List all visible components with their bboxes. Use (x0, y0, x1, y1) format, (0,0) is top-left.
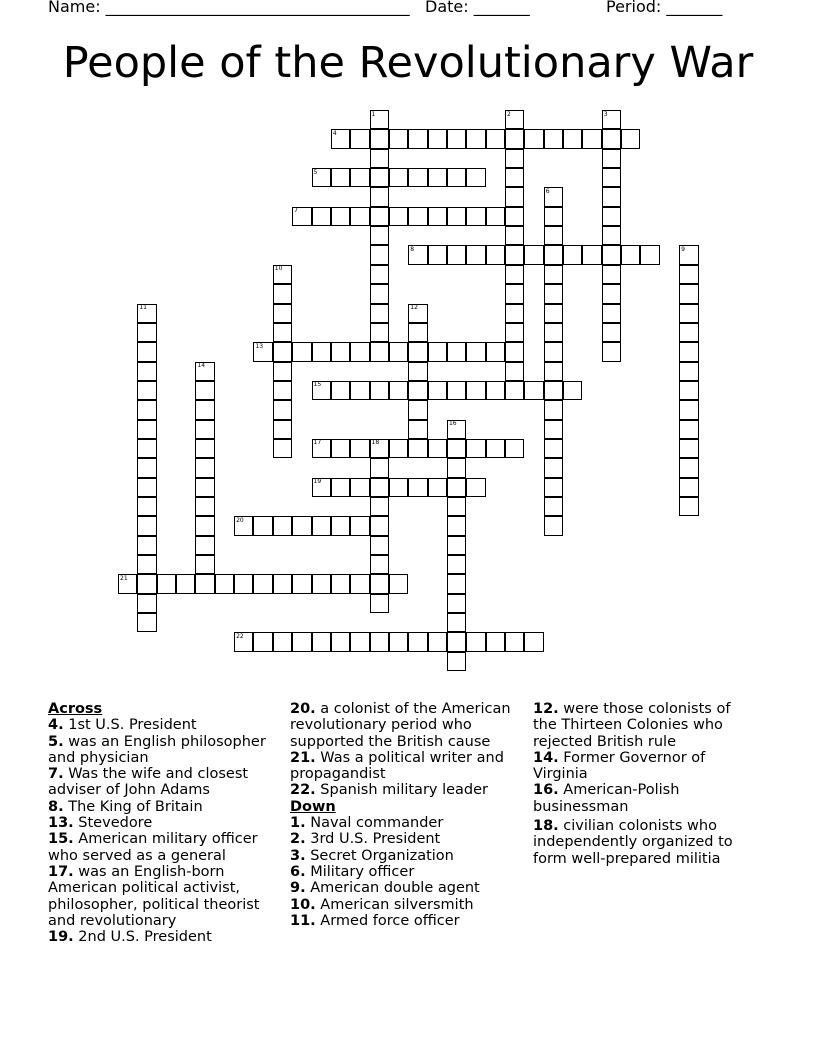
crossword-cell[interactable] (370, 458, 389, 477)
clue-across-22: 22. Spanish military leader (290, 782, 489, 799)
crossword-cell[interactable] (602, 187, 621, 206)
across-heading: Across (48, 701, 103, 717)
crossword-cell[interactable] (505, 168, 524, 187)
crossword-cell[interactable] (408, 381, 427, 400)
crossword-cell[interactable] (679, 497, 698, 516)
crossword-cell[interactable] (486, 129, 505, 148)
clue-number-15: 15 (313, 381, 322, 389)
crossword-cell[interactable] (447, 574, 466, 593)
crossword-cell[interactable] (679, 420, 698, 439)
clue-across-8: 8. The King of Britain (48, 798, 203, 815)
crossword-cell[interactable] (486, 381, 505, 400)
clue-number-12: 12 (410, 304, 418, 311)
crossword-cell[interactable] (350, 129, 369, 148)
crossword-cell[interactable] (486, 207, 505, 226)
crossword-cell[interactable] (331, 439, 350, 458)
crossword-cell[interactable] (640, 245, 659, 264)
crossword-cell[interactable] (408, 207, 427, 226)
down-heading: Down (290, 798, 336, 815)
crossword-cell[interactable] (137, 536, 156, 555)
clue-number-18: 18 (371, 439, 380, 447)
crossword-cell[interactable] (544, 400, 563, 419)
crossword-cell[interactable] (447, 613, 466, 632)
crossword-cell[interactable] (312, 342, 331, 361)
clue-number-2: 2 (507, 110, 511, 118)
crossword-cell[interactable] (137, 574, 156, 593)
crossword-cell[interactable] (195, 420, 214, 439)
crossword-cell[interactable] (370, 168, 389, 187)
clues-column-1 (48, 701, 273, 945)
crossword-cell[interactable] (370, 226, 389, 245)
clue-number-5: 5 (313, 168, 318, 176)
crossword-cell[interactable] (370, 265, 389, 284)
crossword-cell[interactable] (273, 323, 292, 342)
clue-across-13: 13. Stevedore (48, 815, 153, 832)
crossword-cell[interactable] (679, 400, 698, 419)
clue-number-21: 21 (120, 574, 128, 582)
crossword-cell[interactable] (312, 632, 331, 651)
crossword-cell[interactable] (602, 342, 621, 361)
crossword-cell[interactable] (466, 478, 485, 497)
crossword-cell[interactable] (273, 420, 292, 439)
crossword-cell[interactable] (505, 187, 524, 206)
crossword-cell[interactable] (137, 478, 156, 497)
crossword-cell[interactable] (466, 129, 485, 148)
crossword-cell[interactable] (582, 129, 601, 148)
crossword-cell[interactable] (370, 304, 389, 323)
crossword-cell[interactable] (544, 265, 563, 284)
crossword-cell[interactable] (544, 245, 563, 264)
crossword-cell[interactable] (602, 284, 621, 303)
crossword-cell[interactable] (408, 129, 427, 148)
crossword-cell[interactable] (428, 245, 447, 264)
crossword-cell[interactable] (350, 478, 369, 497)
crossword-cell[interactable] (273, 304, 292, 323)
crossword-cell[interactable] (292, 516, 311, 535)
crossword-cell[interactable] (195, 400, 214, 419)
crossword-cell[interactable] (253, 632, 272, 651)
clue-down-1: 1. Naval commander (290, 815, 444, 832)
clue-number-16: 16 (448, 420, 457, 428)
crossword-cell[interactable] (544, 381, 563, 400)
clue-number-14: 14 (197, 362, 206, 370)
crossword-cell[interactable] (408, 478, 427, 497)
crossword-cell[interactable] (273, 284, 292, 303)
crossword-cell[interactable] (544, 478, 563, 497)
crossword-cell[interactable] (408, 323, 427, 342)
crossword-cell[interactable] (602, 168, 621, 187)
clue-number-19: 19 (313, 478, 322, 486)
crossword-cell[interactable] (370, 323, 389, 342)
crossword-cell[interactable] (273, 342, 292, 361)
crossword-cell[interactable] (447, 555, 466, 574)
crossword-cell[interactable] (447, 536, 466, 555)
crossword-cell[interactable] (447, 594, 466, 613)
crossword-cell[interactable] (466, 207, 485, 226)
crossword-cell[interactable] (370, 478, 389, 497)
clue-across-7: 7. Was the wife and closest adviser of John Adams (48, 766, 249, 799)
crossword-cell[interactable] (447, 632, 466, 651)
crossword-cell[interactable] (273, 362, 292, 381)
crossword-cell[interactable] (408, 420, 427, 439)
crossword-cell[interactable] (602, 226, 621, 245)
crossword-cell[interactable] (505, 381, 524, 400)
crossword-cell[interactable] (331, 207, 350, 226)
crossword-cell[interactable] (331, 516, 350, 535)
crossword-cell[interactable] (137, 323, 156, 342)
crossword-cell[interactable] (466, 632, 485, 651)
crossword-cell[interactable] (370, 129, 389, 148)
crossword-cell[interactable] (447, 439, 466, 458)
crossword-cell[interactable] (370, 632, 389, 651)
crossword-cell[interactable] (389, 478, 408, 497)
crossword-cell[interactable] (195, 555, 214, 574)
crossword-cell[interactable] (544, 207, 563, 226)
crossword-cell[interactable] (137, 458, 156, 477)
crossword-cell[interactable] (350, 342, 369, 361)
crossword-cell[interactable] (408, 632, 427, 651)
clue-down-9: 9. American double agent (290, 880, 480, 897)
crossword-cell[interactable] (447, 168, 466, 187)
clue-number-3: 3 (603, 110, 608, 118)
crossword-cell[interactable] (563, 129, 582, 148)
clue-across-5: 5. was an English philosopher and physician (48, 733, 266, 766)
crossword-cell[interactable] (544, 284, 563, 303)
crossword-cell[interactable] (408, 439, 427, 458)
crossword-cell[interactable] (679, 342, 698, 361)
crossword-cell[interactable] (447, 129, 466, 148)
crossword-cell[interactable] (370, 594, 389, 613)
crossword-cell[interactable] (447, 516, 466, 535)
clue-number-9: 9 (681, 245, 685, 253)
crossword-cell[interactable] (679, 381, 698, 400)
page-title: People of the Revolutionary War (62, 38, 754, 88)
crossword-cell[interactable] (137, 555, 156, 574)
crossword-cell[interactable] (621, 245, 640, 264)
crossword-cell[interactable] (137, 362, 156, 381)
clue-down-2: 2. 3rd U.S. President (290, 831, 441, 848)
crossword-cell[interactable] (428, 478, 447, 497)
crossword-cell[interactable] (544, 362, 563, 381)
clue-number-17: 17 (313, 439, 322, 447)
crossword-cell[interactable] (331, 381, 350, 400)
clue-across-4: 4. 1st U.S. President (48, 717, 197, 734)
crossword-cell[interactable] (234, 574, 253, 593)
crossword-cell[interactable] (312, 516, 331, 535)
crossword-cell[interactable] (350, 207, 369, 226)
crossword-cell[interactable] (505, 304, 524, 323)
crossword-cell[interactable] (137, 420, 156, 439)
crossword-cell[interactable] (273, 574, 292, 593)
clue-number-20: 20 (236, 516, 244, 524)
crossword-cell[interactable] (157, 574, 176, 593)
crossword-cell[interactable] (447, 245, 466, 264)
crossword-cell[interactable] (195, 536, 214, 555)
clue-down-16: 16. American-Polish businessman (533, 782, 680, 815)
crossword-cell[interactable] (331, 632, 350, 651)
crossword-cell[interactable] (602, 323, 621, 342)
crossword-cell[interactable] (428, 207, 447, 226)
clue-number-1: 1 (371, 110, 376, 118)
period-field[interactable]: Period: _______ (606, 0, 723, 16)
crossword-cell[interactable] (679, 323, 698, 342)
clue-number-8: 8 (410, 245, 415, 253)
crossword-cell[interactable] (389, 168, 408, 187)
crossword-cell[interactable] (466, 342, 485, 361)
crossword-cell[interactable] (544, 458, 563, 477)
crossword-cell[interactable] (486, 439, 505, 458)
clue-number-10: 10 (274, 265, 283, 273)
clue-across-17: 17. was an English-born American political activist, philosopher, political theorist and revolutionary (48, 863, 260, 929)
crossword-cell[interactable] (544, 304, 563, 323)
crossword-cell[interactable] (331, 478, 350, 497)
crossword-cell[interactable] (370, 187, 389, 206)
crossword-cell[interactable] (544, 323, 563, 342)
crossword-cell[interactable] (544, 439, 563, 458)
crossword-cell[interactable] (563, 381, 582, 400)
crossword-cell[interactable] (505, 245, 524, 264)
clue-down-10: 10. American silversmith (290, 896, 474, 913)
crossword-cell[interactable] (602, 304, 621, 323)
crossword-cell[interactable] (544, 226, 563, 245)
crossword-cell[interactable] (679, 265, 698, 284)
clue-down-11: 11. Armed force officer (290, 912, 460, 929)
clue-number-4: 4 (332, 129, 337, 137)
crossword-cell[interactable] (137, 439, 156, 458)
crossword-cell[interactable] (621, 129, 640, 148)
crossword-cell[interactable] (370, 284, 389, 303)
crossword-cell[interactable] (428, 381, 447, 400)
clue-down-12: 12. were those colonists of the Thirteen Colonies who rejected British rule (533, 701, 731, 750)
crossword-cell[interactable] (679, 458, 698, 477)
crossword-cell[interactable] (195, 381, 214, 400)
crossword-cell[interactable] (350, 516, 369, 535)
crossword-cell[interactable] (428, 168, 447, 187)
crossword-cell[interactable] (602, 207, 621, 226)
crossword-cell[interactable] (524, 381, 543, 400)
crossword-cell[interactable] (505, 632, 524, 651)
crossword-cell[interactable] (292, 632, 311, 651)
crossword-cell[interactable] (679, 304, 698, 323)
crossword-cell[interactable] (137, 516, 156, 535)
crossword-cell[interactable] (505, 129, 524, 148)
crossword-cell[interactable] (486, 245, 505, 264)
crossword-cell[interactable] (408, 168, 427, 187)
crossword-cell[interactable] (389, 207, 408, 226)
crossword-cell[interactable] (408, 400, 427, 419)
crossword-cell[interactable] (137, 594, 156, 613)
crossword-cell[interactable] (447, 478, 466, 497)
clue-down-18: 18. civilian colonists who independently organized to form well-prepared militia (533, 818, 733, 867)
crossword-cell[interactable] (370, 536, 389, 555)
crossword-cell[interactable] (370, 516, 389, 535)
crossword-cell[interactable] (350, 574, 369, 593)
crossword-cell[interactable] (176, 574, 195, 593)
crossword-cell[interactable] (253, 574, 272, 593)
crossword-cell[interactable] (486, 632, 505, 651)
crossword-cell[interactable] (195, 497, 214, 516)
clues-column-2 (290, 701, 520, 929)
crossword-cell[interactable] (137, 342, 156, 361)
crossword-cell[interactable] (447, 652, 466, 671)
crossword-cell[interactable] (428, 342, 447, 361)
crossword-cell[interactable] (195, 458, 214, 477)
crossword-cell[interactable] (137, 381, 156, 400)
clue-number-22: 22 (236, 632, 244, 640)
crossword-cell[interactable] (679, 362, 698, 381)
crossword-cell[interactable] (602, 129, 621, 148)
crossword-cell[interactable] (273, 400, 292, 419)
crossword-cell[interactable] (195, 574, 214, 593)
crossword-cell[interactable] (447, 458, 466, 477)
crossword-cell[interactable] (524, 245, 543, 264)
clue-across-15: 15. American military officer who served as a general (48, 831, 258, 864)
crossword-cell[interactable] (408, 362, 427, 381)
crossword-cell[interactable] (137, 613, 156, 632)
crossword-cell[interactable] (312, 207, 331, 226)
crossword-cell[interactable] (137, 400, 156, 419)
crossword-cell[interactable] (273, 632, 292, 651)
crossword-cell[interactable] (505, 342, 524, 361)
crossword-cell[interactable] (350, 632, 369, 651)
crossword-cell[interactable] (466, 439, 485, 458)
crossword-cell[interactable] (524, 632, 543, 651)
clues-column-3 (533, 701, 753, 867)
clue-across-19: 19. 2nd U.S. President (48, 929, 212, 946)
crossword-cell[interactable] (273, 381, 292, 400)
crossword-cell[interactable] (602, 265, 621, 284)
crossword-cell[interactable] (544, 129, 563, 148)
crossword-cell[interactable] (505, 323, 524, 342)
crossword-cell[interactable] (273, 516, 292, 535)
crossword-cell[interactable] (505, 226, 524, 245)
crossword-cell[interactable] (215, 574, 234, 593)
clue-number-6: 6 (545, 187, 550, 195)
crossword-cell[interactable] (350, 439, 369, 458)
crossword-cell[interactable] (582, 245, 601, 264)
crossword-cell[interactable] (466, 245, 485, 264)
clue-across-20: 20. a colonist of the American revolutionary period who supported the British cause (290, 701, 511, 750)
clue-across-21: 21. Was a political writer and propagandist (290, 749, 504, 783)
crossword-cell[interactable] (253, 516, 272, 535)
crossword-cell[interactable] (602, 149, 621, 168)
crossword-cell[interactable] (370, 574, 389, 593)
crossword-cell[interactable] (524, 129, 543, 148)
crossword-cell[interactable] (679, 284, 698, 303)
crossword-cell[interactable] (544, 516, 563, 535)
crossword-cell[interactable] (370, 149, 389, 168)
crossword-cell[interactable] (505, 207, 524, 226)
crossword-cell[interactable] (408, 342, 427, 361)
crossword-cell[interactable] (389, 129, 408, 148)
crossword-cell[interactable] (350, 381, 369, 400)
crossword-cell[interactable] (137, 497, 156, 516)
crossword-cell[interactable] (389, 381, 408, 400)
date-field[interactable]: Date: _______ (425, 0, 530, 16)
crossword-cell[interactable] (544, 342, 563, 361)
crossword-cell[interactable] (544, 497, 563, 516)
clue-number-7: 7 (294, 207, 298, 215)
crossword-cell[interactable] (447, 342, 466, 361)
crossword-cell[interactable] (563, 245, 582, 264)
crossword-cell[interactable] (466, 381, 485, 400)
crossword-cell[interactable] (331, 342, 350, 361)
crossword-cell[interactable] (505, 265, 524, 284)
crossword-cell[interactable] (273, 439, 292, 458)
crossword-cell[interactable] (447, 207, 466, 226)
crossword-cell[interactable] (389, 632, 408, 651)
crossword-cell[interactable] (312, 574, 331, 593)
crossword-cell[interactable] (195, 516, 214, 535)
crossword-cell[interactable] (505, 284, 524, 303)
name-field[interactable]: Name: ______________________________________ (48, 0, 410, 16)
crossword-cell[interactable] (292, 574, 311, 593)
crossword-cell[interactable] (331, 168, 350, 187)
crossword-cell[interactable] (679, 439, 698, 458)
crossword-cell[interactable] (505, 362, 524, 381)
crossword-cell[interactable] (350, 168, 369, 187)
crossword-cell[interactable] (602, 245, 621, 264)
crossword-cell[interactable] (389, 574, 408, 593)
crossword-cell[interactable] (370, 245, 389, 264)
crossword-cell[interactable] (505, 439, 524, 458)
crossword-cell[interactable] (389, 342, 408, 361)
crossword-cell[interactable] (331, 574, 350, 593)
clue-down-6: 6. Military officer (290, 863, 415, 880)
crossword-cell[interactable] (370, 381, 389, 400)
crossword-cell[interactable] (544, 420, 563, 439)
crossword-cell[interactable] (428, 439, 447, 458)
clue-down-3: 3. Secret Organization (290, 847, 454, 864)
crossword-cell[interactable] (195, 478, 214, 497)
crossword-cell[interactable] (505, 149, 524, 168)
crossword-cell[interactable] (447, 381, 466, 400)
crossword-cell[interactable] (370, 555, 389, 574)
crossword-cell[interactable] (679, 478, 698, 497)
clue-down-14: 14. Former Governor of Virginia (533, 749, 706, 783)
crossword-cell[interactable] (370, 342, 389, 361)
crossword-cell[interactable] (370, 207, 389, 226)
crossword-cell[interactable] (486, 342, 505, 361)
clue-number-13: 13 (255, 342, 264, 350)
crossword-cell[interactable] (428, 129, 447, 148)
crossword-cell[interactable] (389, 439, 408, 458)
crossword-cell[interactable] (447, 497, 466, 516)
crossword-cell[interactable] (466, 168, 485, 187)
crossword-cell[interactable] (195, 439, 214, 458)
clue-number-11: 11 (139, 304, 147, 311)
crossword-cell[interactable] (370, 497, 389, 516)
crossword-cell[interactable] (428, 632, 447, 651)
crossword-cell[interactable] (292, 342, 311, 361)
